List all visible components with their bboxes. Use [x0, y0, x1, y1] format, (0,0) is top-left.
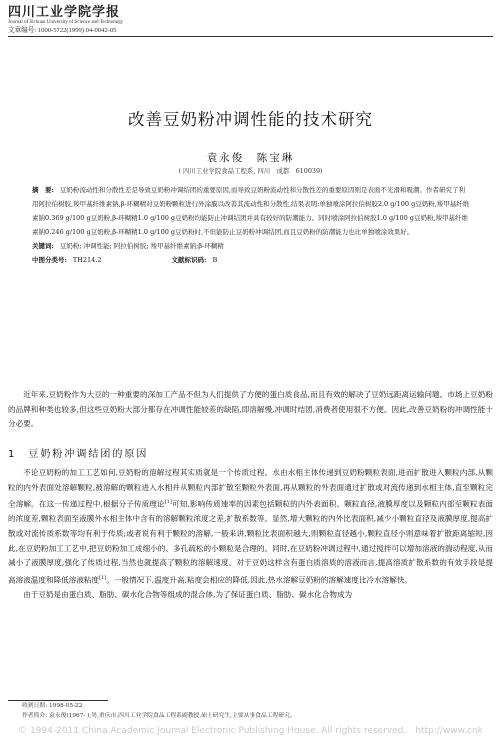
journal-header — [8, 6, 493, 37]
abstract-block — [32, 183, 470, 267]
footnote-author-bio: 作者简介: 袁永俊(1967- ),男,重庆市,四川工业学院食品工程系副教授,硕士研究生,主要从事食品工程研究。 — [22, 713, 296, 719]
document-code — [172, 253, 218, 267]
intro-paragraph: 近年来,豆奶粉作为大豆的一种重要的深加工产品不但为人们提供了方便的蛋白质食品,而且有效的解决了豆奶远距离运输问题。市场上豆奶粉的品牌和种类也较多,但这些豆奶粉大部分都存在冲调性能较差的缺陷,即溶解慢,冲调时结团,消费者使用很不方便。因此,改善豆奶粉的冲调性能十分必要。 — [8, 390, 493, 429]
copyright-watermark: © 1994-2011 China Academic Journal Electronic Publishing House. All rights reserved. http://www.cnk — [18, 726, 483, 736]
section-heading — [8, 445, 148, 460]
journal-title: 四川工业学院学报 — [8, 5, 121, 20]
abstract-text: 豆奶粉流动性和分散性差是导致豆奶粉冲调结团的重要原因,而导致豆奶粉流动性和分散性差的重要原因则是表面不光滑和吸潮。作者研究了利用阿拉伯树胶,羧甲基纤维素钠,β-环糊精对豆奶粉颗粒进行外涂膜以改善其流动性和分散性,结果表明:单独喷涂阿拉伯树胶2.0 g/100 g豆奶粉,羧甲基纤维素钠0.369 g/100 g豆奶粉,β-环糊精1.0 g/100 g豆奶粉均能防止冲调结团并具有较好的防潮能力。同时喷涂阿拉伯树胶1.0 g/100 g豆奶粉,羧甲基纤维素钠0.246 g/100 g豆奶粉,β-环糊精1.0 g/100 g豆奶粉时,不但能防止豆奶粉冲调结团,而且豆奶粉的防潮能力也比单独喷涂效果好。 — [32, 186, 470, 236]
paper-title: 改善豆奶粉冲调性能的技术研究 — [128, 110, 373, 129]
keywords-line — [32, 239, 470, 253]
keywords-text: 豆奶粉; 冲调性能; 阿拉伯树胶; 羧甲基纤维素钠;β-环糊精 — [59, 242, 224, 250]
paragraph-text: 不论豆奶粉的加工工艺如何,豆奶粉的溶解过程其实质就是一个传质过程。水由水相主体传递到豆奶粉颗粒表面,进而扩散进入颗粒内部,从颗粒的内外表面处溶解颗粒,被溶解的颗粒进入水相并从颗粒内部扩散至颗粒外表面,再从颗粒的外表面通过扩散或对流传递到水相主体,直至颗粒完全溶解。在这一传递过程中,根据分子传质理论 — [8, 468, 493, 509]
section-paragraph-2: 由于豆奶是由蛋白质、脂肪、碳水化合物等组成的混合体,为了保证蛋白质、脂肪、碳水化合物成为 — [23, 589, 353, 599]
classification-line — [32, 253, 470, 267]
document-code-value: B — [212, 256, 218, 264]
section-number: 1 — [8, 449, 17, 460]
journal-title-english: Journal of Sichuan University of Science and Technology — [8, 20, 124, 25]
abstract-paragraph — [32, 183, 470, 239]
abstract-label: 摘 要: — [32, 186, 54, 194]
paragraph-text: 可知,影响传质速率的因素包括颗粒的内外表面积、颗粒直径,液膜厚度以及颗粒内部至颗粒表面的浓度差,颗粒表面至液膜外水相主体中含有的溶解颗粒浓度之差,扩散系数等。显然,增大颗粒的内外比表面积,减少小颗粒直径及液膜厚度,提高扩散或对流传质系数等均有利于传质;或者说有利于颗粒的溶解,一般来讲,颗粒比表面积越大,则颗粒直径越小,颗粒直径小则意味着扩散距离缩短,因此,在豆奶粉加工工艺中,把豆奶粉加工成细小的、多孔疏松的小颗粒是合理的。同时,在豆奶粉冲调过程中,通过搅拌可以增加溶液的湍动程度,从而减小了液膜厚度,强化了传质过程,当然也就提高了颗粒的溶解速度。对于豆奶这样含有蛋白质溶质的溶液而言,提高溶质扩散系数的有效手段是提高溶液温度和降低溶液粘度 — [8, 499, 493, 585]
author-affiliation: ( 四川工业学院食品工程系, 四川 成都 610039) — [178, 167, 323, 175]
intro-section — [8, 388, 493, 432]
header-rule — [8, 36, 493, 37]
section-paragraph-1 — [8, 466, 493, 588]
document-code-label: 文献标识码: — [171, 256, 207, 264]
citation: [1] — [164, 499, 172, 506]
clc-number — [32, 253, 102, 267]
article-number: 文章编号: 1000-5722(1999) 04-0042-05 — [8, 27, 117, 34]
clc-label: 中图分类号: — [32, 256, 67, 264]
footnote-received: 收到日期: 1998-05-22 — [22, 703, 83, 709]
section-title: 豆奶粉冲调结团的原因 — [28, 449, 149, 460]
clc-value: TH214.2 — [72, 256, 102, 264]
paper-authors: 袁永俊 陈宝琳 — [206, 152, 295, 164]
section-body — [8, 466, 493, 602]
keywords-label: 关键词: — [32, 242, 54, 250]
footnote-rule — [8, 700, 108, 701]
citation: [1] — [99, 574, 107, 581]
paragraph-text: 。一般情况下,温度升高,粘度会相应的降低,因此,热水溶解豆奶粉的溶解速度比冷水溶解快。 — [106, 575, 413, 585]
